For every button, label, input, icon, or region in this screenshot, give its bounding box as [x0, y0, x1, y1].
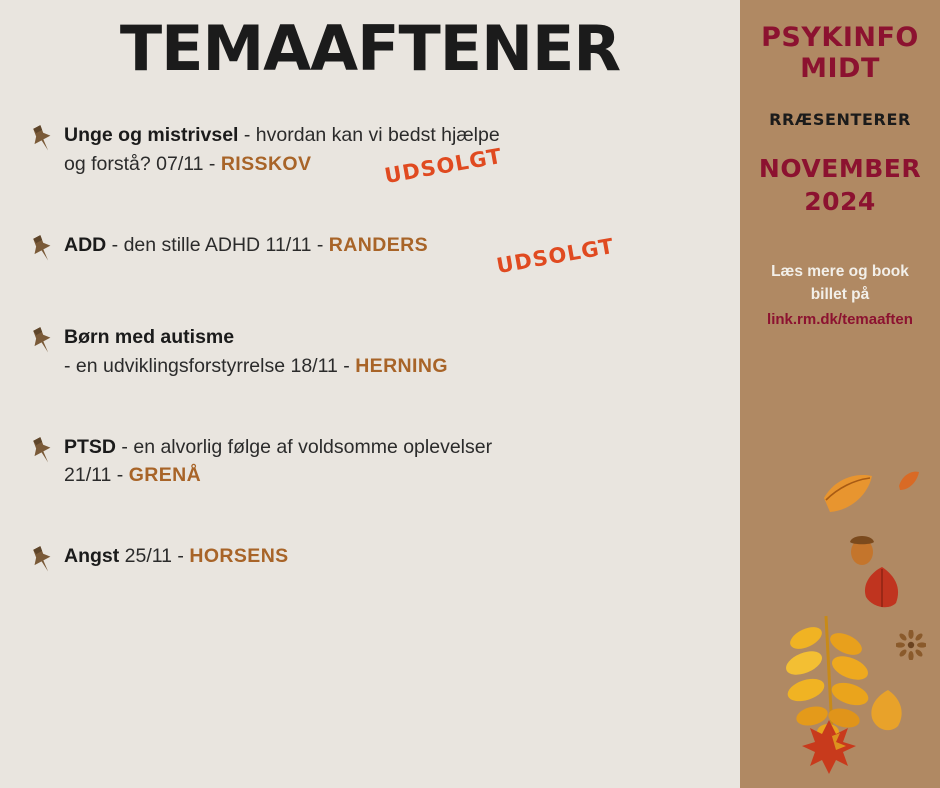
- pushpin-icon: [26, 231, 64, 270]
- booking-info: [740, 260, 940, 331]
- leaf-icon: [896, 468, 922, 494]
- event-title: Børn med autisme: [64, 325, 235, 348]
- status-badge: UDSOLGT: [494, 233, 617, 278]
- event-desc: - den stille ADHD 11/11 -: [106, 233, 329, 256]
- event-title: Angst: [64, 545, 120, 568]
- leaf-icon: [868, 688, 908, 734]
- booking-line-1: Læs mere og book: [771, 263, 909, 281]
- event-city: RISSKOV: [220, 152, 312, 175]
- pushpin-icon: [26, 323, 64, 362]
- leaf-icon: [860, 565, 904, 611]
- event-city: HORSENS: [189, 545, 289, 568]
- event-text: [64, 231, 617, 278]
- event-desc-2: 21/11 -: [64, 464, 129, 487]
- month-label: [740, 153, 940, 218]
- event-desc-2: - en udviklingsforstyrrelse 18/11 -: [64, 354, 356, 377]
- event-text: [64, 121, 505, 189]
- event-city: GRENÅ: [128, 464, 202, 487]
- event-desc: 25/11 -: [119, 545, 190, 568]
- list-item: [26, 542, 724, 582]
- event-text: [64, 542, 289, 571]
- event-text: [64, 433, 492, 491]
- event-desc: - en alvorlig følge af voldsomme oplevelser: [116, 435, 493, 458]
- status-badge: UDSOLGT: [382, 143, 505, 189]
- leaf-icon: [820, 470, 876, 516]
- event-title: Unge og mistrivsel: [64, 124, 239, 147]
- list-item: [26, 231, 724, 278]
- event-desc-2: og forstå? 07/11 -: [64, 152, 221, 175]
- star-anise-icon: [896, 630, 926, 660]
- maple-leaf-icon: [798, 716, 860, 778]
- page-title: TEMAAFTENER: [119, 12, 621, 85]
- brand-line-2: MIDT: [800, 53, 880, 85]
- event-city: HERNING: [355, 354, 448, 377]
- list-item: [26, 323, 724, 381]
- event-city: RANDERS: [328, 233, 429, 256]
- brand-title: [740, 0, 940, 84]
- month-name: NOVEMBER: [758, 154, 922, 184]
- booking-line-2: billet på: [810, 286, 870, 304]
- event-title: PTSD: [64, 435, 117, 458]
- pushpin-icon: [26, 433, 64, 472]
- event-desc: - hvordan kan vi bedst hjælpe: [238, 124, 500, 147]
- year-number: 2024: [804, 186, 876, 216]
- event-list: [0, 121, 740, 582]
- acorn-icon: [845, 530, 879, 566]
- event-title: ADD: [64, 233, 107, 256]
- compound-leaf-icon: [776, 608, 874, 738]
- booking-link[interactable]: link.rm.dk/temaaften: [767, 310, 913, 328]
- presents-label: RRÆSENTERER: [769, 110, 911, 130]
- brand-line-1: PSYKINFO: [761, 22, 919, 53]
- list-item: [26, 121, 724, 189]
- event-text: [64, 323, 448, 381]
- sidebar: [740, 0, 940, 788]
- pushpin-icon: [26, 542, 64, 581]
- pushpin-icon: [26, 121, 64, 160]
- list-item: [26, 433, 724, 491]
